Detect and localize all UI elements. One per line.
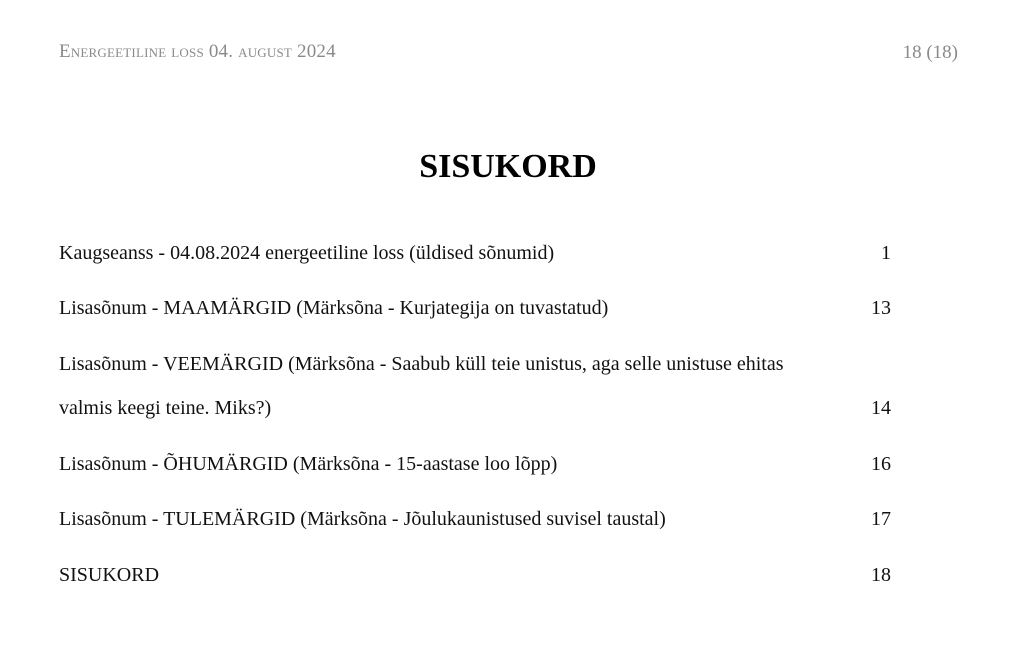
toc-entry-page: 13 [871, 297, 891, 319]
toc-entry[interactable] [59, 286, 891, 330]
toc-entry-text: Lisasõnum - MAAMÄRGID (Märksõna - Kurjategija on tuvastatud) [59, 297, 609, 319]
toc-entry-page: 18 [871, 564, 891, 586]
running-header-title: Energeetiline loss 04. august 2024 [59, 41, 336, 62]
toc-entry-page: 1 [881, 242, 891, 264]
toc-entry[interactable] [59, 231, 891, 275]
toc-entry-text: Lisasõnum - ÕHUMÄRGID (Märksõna - 15-aastase loo lõpp) [59, 453, 558, 475]
toc-entry-page: 16 [871, 453, 891, 475]
page-number: 18 (18) [902, 42, 958, 63]
toc-entry[interactable] [59, 342, 891, 430]
toc-entry-page: 14 [871, 397, 891, 419]
toc-entry-page: 17 [871, 508, 891, 530]
toc-entry-text: Lisasõnum - TULEMÄRGID (Märksõna - Jõulukaunistused suvisel taustal) [59, 508, 666, 530]
toc-entry[interactable] [59, 553, 891, 597]
toc-entry-text: SISUKORD [59, 564, 160, 586]
toc-entry-text: Lisasõnum - VEEMÄRGID (Märksõna - Saabub küll teie unistus, aga selle unistuse ehitas [59, 353, 784, 375]
page-title: SISUKORD [419, 148, 597, 185]
toc-entry-text: Kaugseanss - 04.08.2024 energeetiline loss (üldised sõnumid) [59, 242, 555, 264]
toc-entry[interactable] [59, 497, 891, 541]
toc-entry[interactable] [59, 442, 891, 486]
toc-entry-text-continued: valmis keegi teine. Miks?) [59, 397, 272, 419]
